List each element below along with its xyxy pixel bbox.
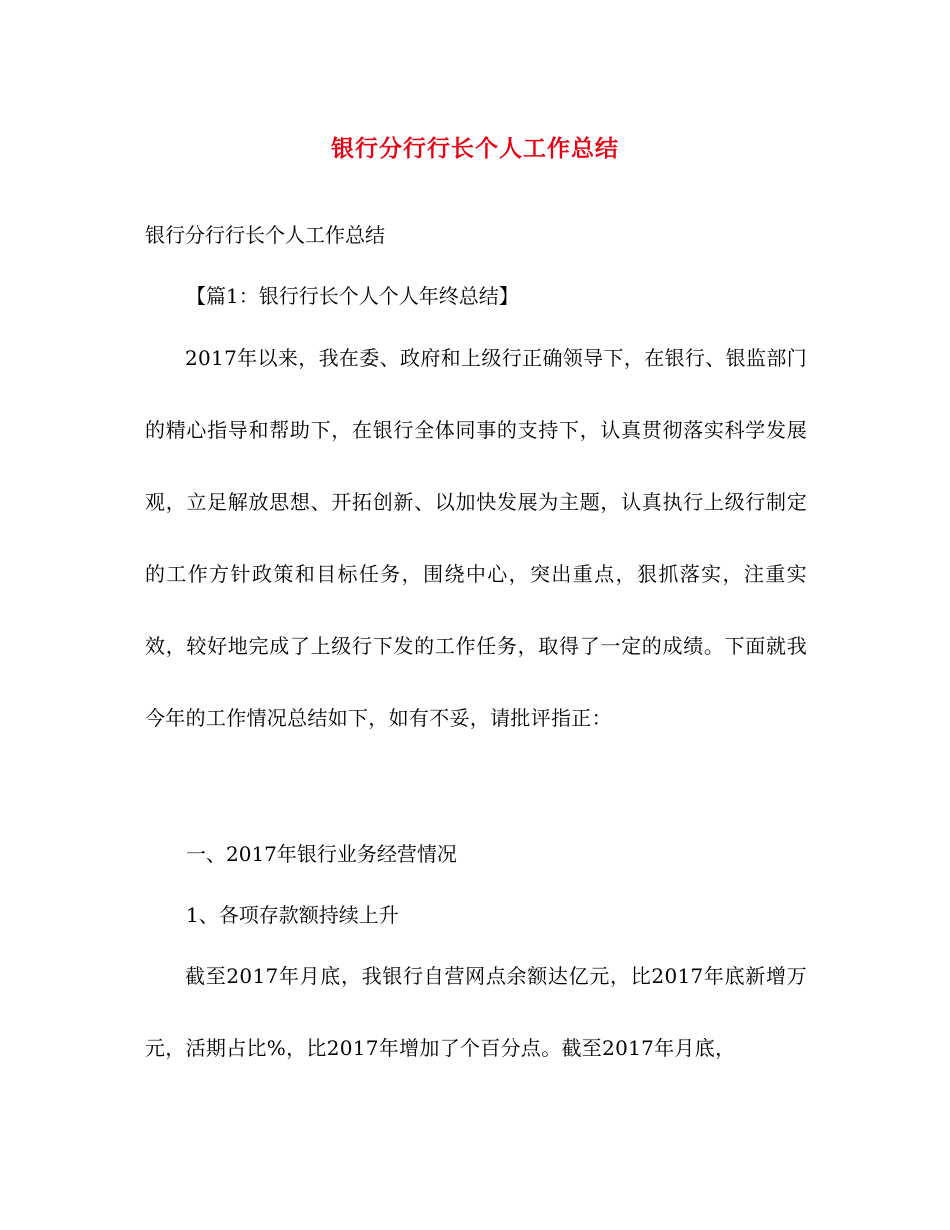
intro-paragraph: 2017年以来，我在委、政府和上级行正确领导下，在银行、银监部门的精心指导和帮助下，在银行全体同事的支持下，认真贯彻落实科学发展观，立足解放思想、开拓创新、以加快发展为主题，认真执行上级行制定的工作方针政策和目标任务，围绕中心，突出重点，狠抓落实，注重实效，较好地完成了上级行下发的工作任务，取得了一定的成绩。下面就我今年的工作情况总结如下，如有不妥，请批评指正： xyxy=(145,346,807,730)
document-subtitle: 银行分行行长个人工作总结 xyxy=(145,223,385,247)
heading-business-overview: 一、2017年银行业务经营情况 xyxy=(186,842,457,866)
deposit-paragraph: 截至2017年月底，我银行自营网点余额达亿元，比2017年底新增万元，活期占比%，比2017年增加了个百分点。截至2017年月底， xyxy=(145,964,807,1060)
heading-deposits: 1、各项存款额持续上升 xyxy=(186,903,399,927)
document-title: 银行分行行长个人工作总结 xyxy=(331,135,619,162)
section-label: 【篇1：银行行长个人个人年终总结】 xyxy=(186,284,519,308)
